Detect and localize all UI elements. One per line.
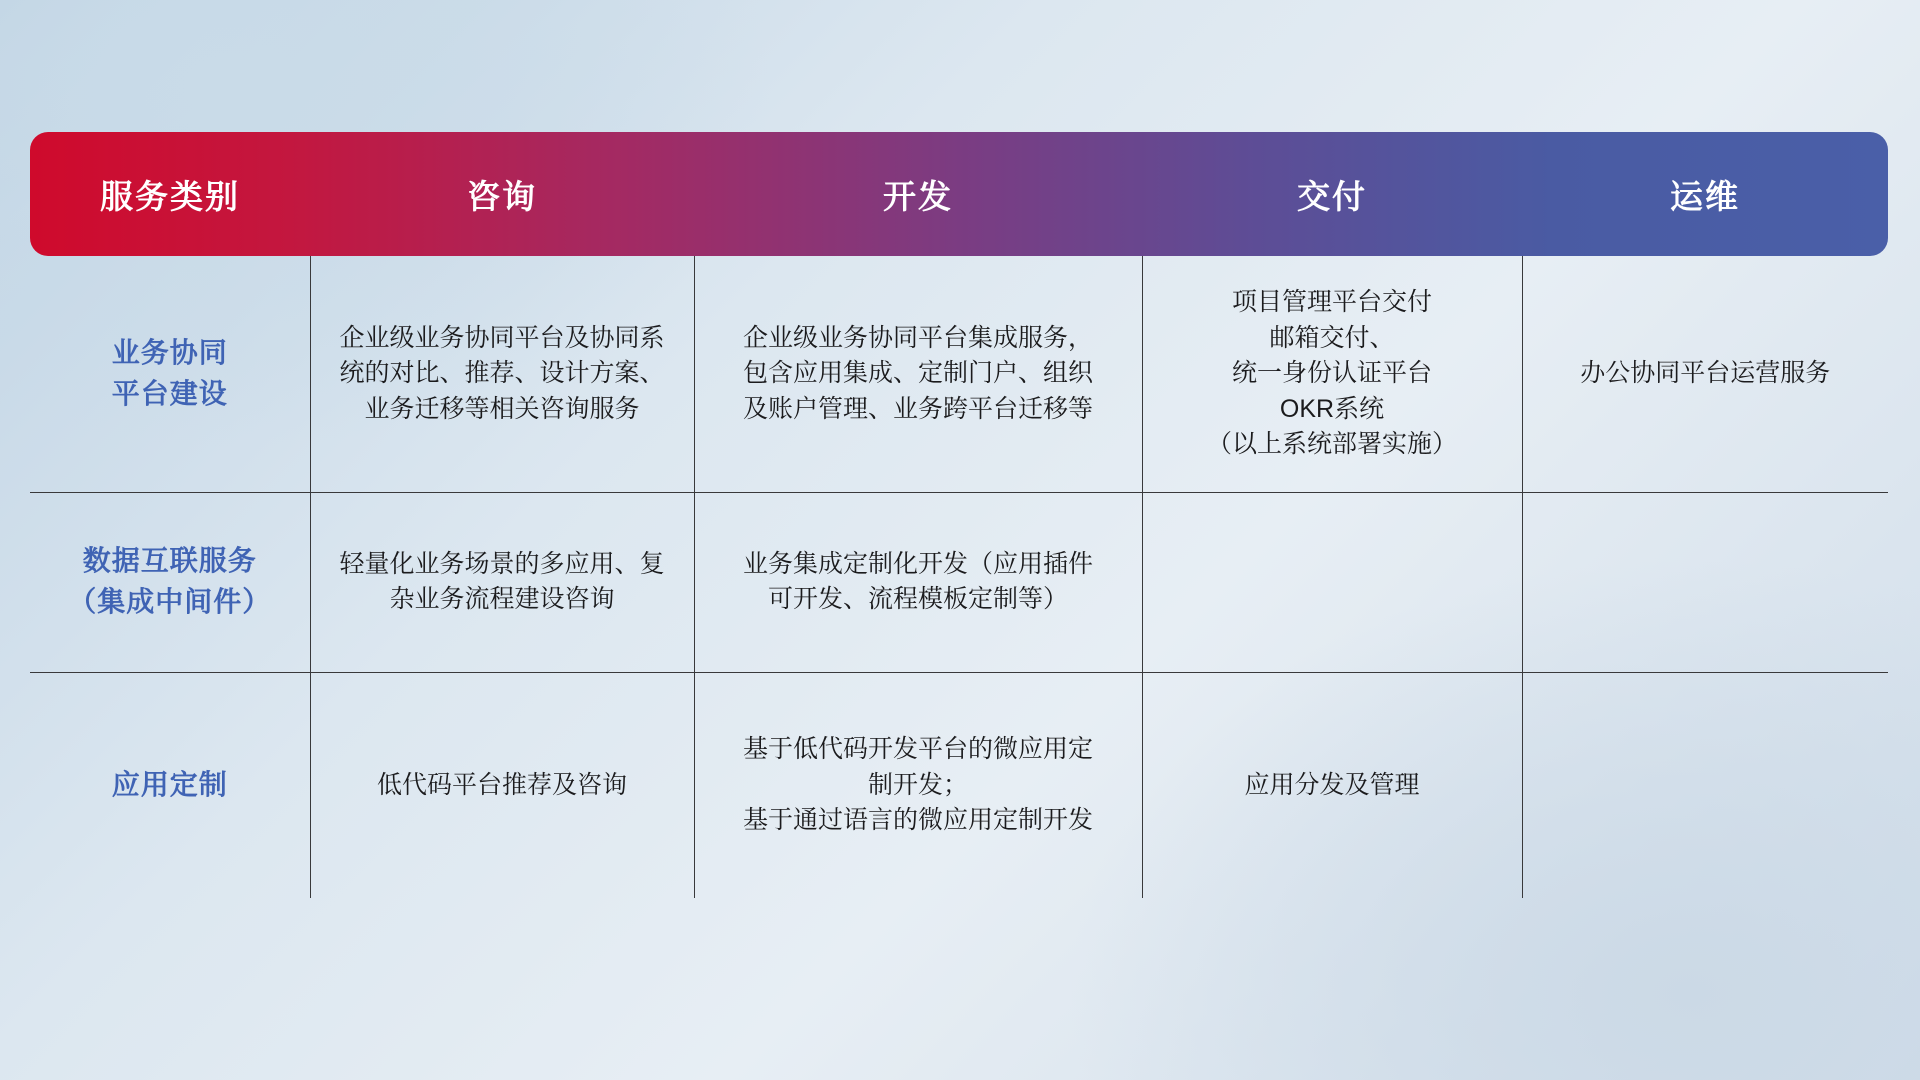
- category-line: 业务协同: [111, 337, 228, 369]
- cell-line: 制开发；: [867, 770, 968, 799]
- cell-line: 办公协同平台运营服务: [1580, 359, 1831, 387]
- cell-development: [694, 256, 1142, 492]
- column-header-development: 开发: [883, 177, 953, 215]
- column-header-operations: 运维: [1670, 177, 1740, 215]
- category-line: 应用定制: [111, 768, 228, 800]
- cell-line: （以上系统部署实施）: [1206, 430, 1457, 458]
- cell-line: 可开发、流程模板定制等）: [767, 585, 1068, 613]
- cell-line: 低代码平台推荐及咨询: [376, 770, 627, 799]
- row-category-label: [30, 256, 310, 492]
- category-line: 数据互联服务: [82, 545, 257, 577]
- cell-line: 项目管理平台交付: [1231, 288, 1432, 316]
- table-header-row: [30, 132, 1888, 256]
- cell-line: 企业级业务协同平台及协同系: [339, 323, 665, 352]
- table-body: [30, 256, 1888, 898]
- cell-consulting: [310, 256, 694, 492]
- cell-line: 企业级业务协同平台集成服务，: [742, 323, 1093, 352]
- cell-development: [694, 492, 1142, 672]
- cell-line: 邮箱交付、: [1269, 323, 1395, 352]
- cell-consulting: [310, 492, 694, 672]
- category-line: （集成中间件）: [68, 586, 272, 617]
- cell-line: 包含应用集成、定制门户、组织: [742, 359, 1093, 387]
- cell-line: 业务集成定制化开发（应用插件: [742, 549, 1093, 578]
- table-row: [30, 672, 1888, 898]
- service-matrix-table: [30, 132, 1888, 898]
- cell-operations: [1522, 672, 1888, 898]
- cell-development: [694, 672, 1142, 898]
- cell-delivery: [1142, 672, 1522, 898]
- cell-operations: [1522, 492, 1888, 672]
- cell-operations: [1522, 256, 1888, 492]
- cell-delivery: [1142, 492, 1522, 672]
- row-category-label: [30, 492, 310, 672]
- column-header-consulting: 咨询: [467, 177, 537, 215]
- cell-line: 业务迁移等相关咨询服务: [364, 394, 640, 423]
- cell-delivery: [1142, 256, 1522, 492]
- table-row: [30, 492, 1888, 672]
- service-matrix-table-wrapper: [30, 132, 1888, 950]
- cell-consulting: [310, 672, 694, 898]
- category-line: 平台建设: [111, 377, 228, 409]
- cell-line: 基于低代码开发平台的微应用定: [742, 735, 1093, 763]
- cell-line: 杂业务流程建设咨询: [389, 585, 615, 613]
- cell-line: 及账户管理、业务跨平台迁移等: [742, 394, 1093, 423]
- cell-line: 统一身份认证平台: [1231, 359, 1432, 387]
- cell-line: 轻量化业务场景的多应用、复: [339, 549, 665, 578]
- cell-line: OKR系统: [1279, 394, 1385, 423]
- cell-line: 统的对比、推荐、设计方案、: [339, 359, 665, 387]
- cell-line: 基于通过语言的微应用定制开发: [742, 806, 1093, 834]
- row-category-label: [30, 672, 310, 898]
- table-header: [30, 132, 1888, 256]
- cell-line: 应用分发及管理: [1244, 770, 1420, 799]
- table-row: [30, 256, 1888, 492]
- column-header-category: 服务类别: [100, 177, 240, 215]
- column-header-delivery: 交付: [1297, 177, 1367, 215]
